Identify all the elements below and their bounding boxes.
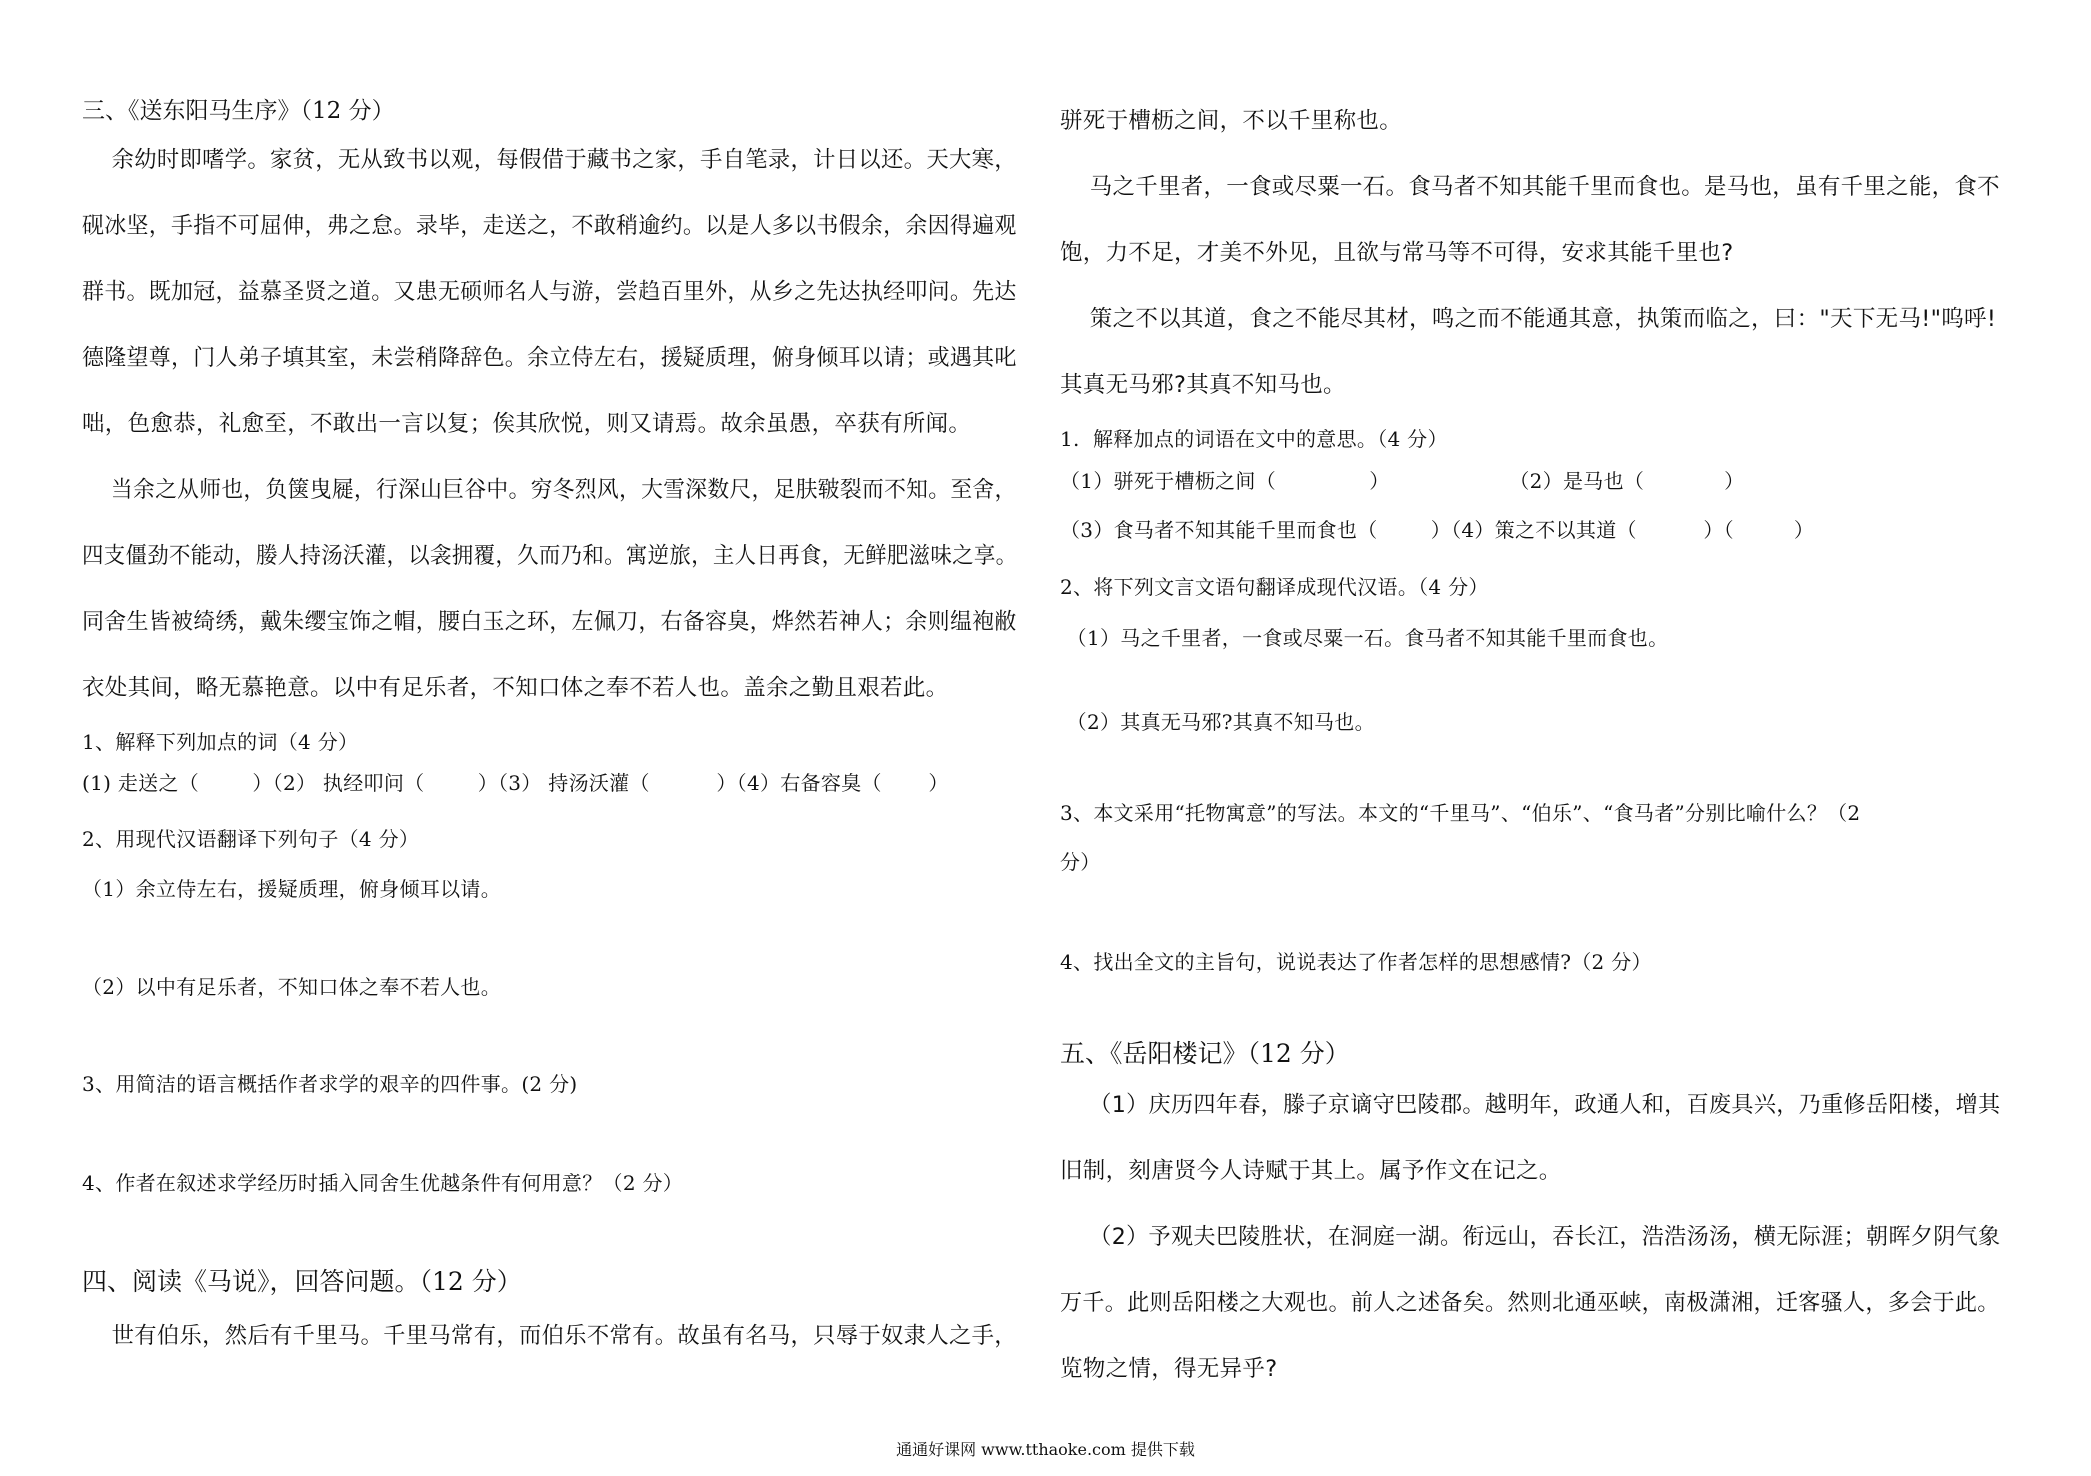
passage-line: （1）庆历四年春，滕子京谪守巴陵郡。越明年，政通人和，百废具兴，乃重修岳阳楼，增其 [1060,1092,2001,1118]
question-2-prompt: 2、用现代汉语翻译下列句子（4 分） [82,827,420,851]
passage-line: 当余之从师也，负箧曳屣，行深山巨谷中。穷冬烈风，大雪深数尺，足肤皲裂而不知。至舍， [82,477,1017,503]
passage-line: 德隆望尊，门人弟子填其室，未尝稍降辞色。余立侍左右，援疑质理，俯身倾耳以请；或遇其叱 [82,345,1017,371]
passage-line: 群书。既加冠，益慕圣贤之道。又患无硕师名人与游，尝趋百里外，从乡之先达执经叩问。先达 [82,279,1017,305]
question-4-prompt: 4、作者在叙述求学经历时插入同舍生优越条件有何用意？（2 分） [82,1171,684,1195]
passage-line: 衣处其间，略无慕艳意。以中有足乐者，不知口体之奉不若人也。盖余之勤且艰若此。 [82,675,949,701]
passage-line: 饱，力不足，才美不外见，且欲与常马等不可得，安求其能千里也? [1060,240,1734,266]
passage-line: 骈死于槽枥之间，不以千里称也。 [1060,108,1403,134]
section-4-title: 四、阅读《马说》，回答问题。（12 分） [82,1267,522,1296]
passage-4-line-1: 世有伯乐，然后有千里马。千里马常有，而伯乐不常有。故虽有名马，只辱于奴隶人之手， [82,1323,1017,1349]
question-4-prompt: 4、找出全文的主旨句，说说表达了作者怎样的思想感情?（2 分） [1060,950,1652,974]
question-2-item-1: （1）马之千里者，一食或尽粟一石。食马者不知其能千里而食也。 [1060,626,1669,650]
passage-line: 策之不以其道，食之不能尽其材，鸣之而不能通其意，执策而临之，曰："天下无马!"呜呼! [1060,306,1997,332]
question-1-prompt: 1、解释下列加点的词（4 分） [82,730,359,754]
passage-line: 万千。此则岳阳楼之大观也。前人之述备矣。然则北通巫峡，南极潇湘，迁客骚人，多会于此。 [1060,1290,2000,1316]
question-3-prompt-cont: 分） [1060,850,1101,874]
section-3-title: 三、《送东阳马生序》（12 分） [82,98,395,124]
passage-line: 咄，色愈恭，礼愈至，不敢出一言以复；俟其欣悦，则又请焉。故余虽愚，卒获有所闻。 [82,411,972,437]
question-2-item-2: （2）以中有足乐者，不知口体之奉不若人也。 [82,975,502,999]
passage-line: 余幼时即嗜学。家贫，无从致书以观，每假借于藏书之家，手自笔录，计日以还。天大寒， [82,147,1017,173]
question-2-prompt: 2、将下列文言文语句翻译成现代汉语。（4 分） [1060,575,1489,599]
passage-line: 砚冰坚，手指不可屈伸，弗之怠。录毕，走送之，不敢稍逾约。以是人多以书假余，余因得遍观 [82,213,1017,239]
footer-watermark: 通通好课网 www.tthaoke.com 提供下载 [896,1440,1195,1459]
question-2-item-1: （1）余立侍左右，援疑质理，俯身倾耳以请。 [82,877,502,901]
passage-line: 览物之情，得无异乎? [1060,1356,1278,1382]
question-3-prompt: 3、本文采用“托物寓意”的写法。本文的“千里马”、“伯乐”、“食马者”分别比喻什么？（2 [1060,801,1861,825]
question-1-prompt: 1. 解释加点的词语在文中的意思。（4 分） [1060,427,1448,451]
passage-line: 马之千里者，一食或尽粟一石。食马者不知其能千里而食也。是马也，虽有千里之能，食不 [1060,174,2000,200]
section-5-title: 五、《岳阳楼记》（12 分） [1060,1039,1350,1068]
passage-line: 四支僵劲不能动，媵人持汤沃灌，以衾拥覆，久而乃和。寓逆旅，主人日再食，无鲜肥滋味之享。 [82,543,1018,569]
question-2-item-2: （2）其真无马邪?其真不知马也。 [1060,710,1375,734]
question-1-items: (1) 走送之（ ）（2） 执经叩问（ ）（3） 持汤沃灌（ ）（4）右备容臭（ ） [82,771,949,795]
passage-line: 其真无马邪?其真不知马也。 [1060,372,1346,398]
question-1-row-2: （3）食马者不知其能千里而食也（ ）（4）策之不以其道（ ）（ ） [1060,518,1815,542]
passage-line: 旧制，刻唐贤今人诗赋于其上。属予作文在记之。 [1060,1158,1562,1184]
question-3-prompt: 3、用简洁的语言概括作者求学的艰辛的四件事。(2 分) [82,1072,578,1096]
passage-line: （2）予观夫巴陵胜状，在洞庭一湖。衔远山，吞长江，浩浩汤汤，横无际涯；朝晖夕阴气象 [1060,1224,2001,1250]
question-1-row-1: （1）骈死于槽枥之间（ ） （2）是马也（ ） [1060,469,1745,493]
passage-line: 同舍生皆被绮绣，戴朱缨宝饰之帽，腰白玉之环，左佩刀，右备容臭，烨然若神人；余则缊袍敝 [82,609,1017,635]
